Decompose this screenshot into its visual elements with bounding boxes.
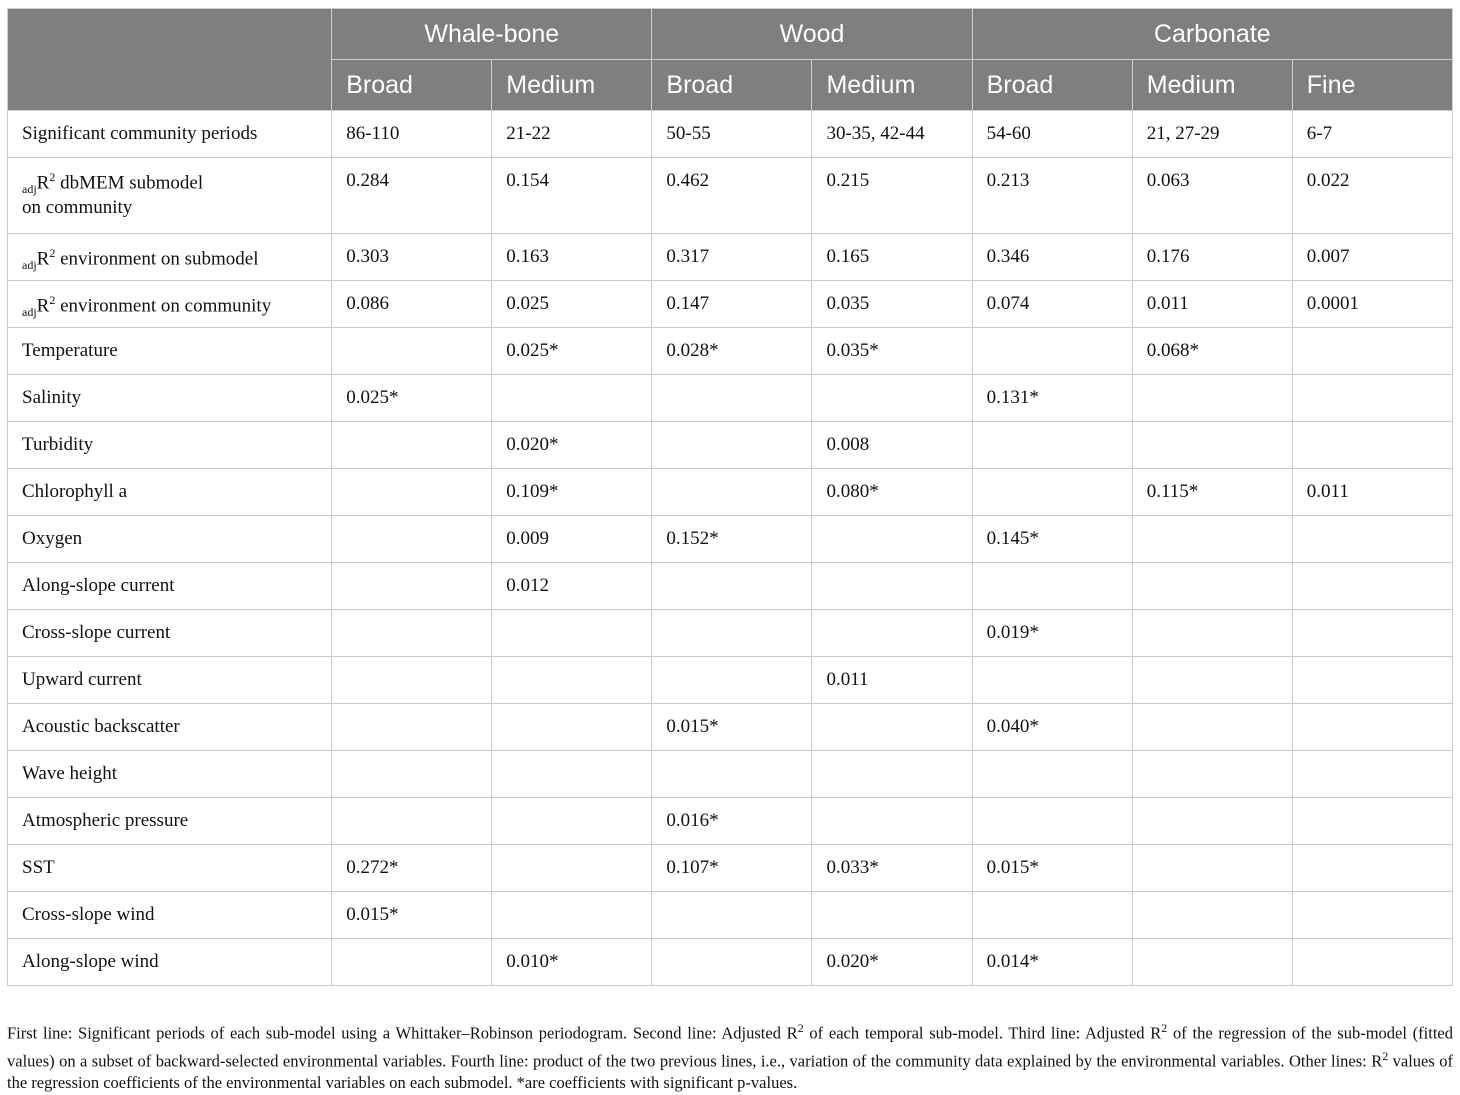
table-cell [492, 704, 652, 751]
table-cell: 0.020* [492, 422, 652, 469]
table-cell [812, 798, 972, 845]
footnote-text: First line: Significant periods of each sub-model using a Whittaker–Robinson periodogram. Second line: Adjusted R [7, 1023, 798, 1043]
table-cell: 0.014* [972, 939, 1132, 986]
table-cell: 0.0001 [1292, 281, 1452, 328]
table-cell [492, 798, 652, 845]
row-label-part: adj [22, 258, 37, 273]
row-label-part: environment on submodel [55, 248, 259, 270]
table-cell [1132, 892, 1292, 939]
table-cell: 0.107* [652, 845, 812, 892]
row-label-part: R [36, 248, 50, 270]
scale-header: Medium [812, 60, 972, 111]
scale-header: Broad [972, 60, 1132, 111]
table-cell [972, 751, 1132, 798]
table-cell [332, 563, 492, 610]
row-label [8, 469, 332, 516]
table-row [8, 657, 1453, 704]
table-cell [972, 563, 1132, 610]
table-row [8, 234, 1453, 281]
table-cell [332, 704, 492, 751]
row-label [8, 657, 332, 704]
table-row [8, 845, 1453, 892]
table-cell: 0.131* [972, 375, 1132, 422]
table-cell [492, 892, 652, 939]
table-cell: 0.007 [1292, 234, 1452, 281]
table-row [8, 111, 1453, 158]
table-cell [332, 328, 492, 375]
table-cell: 0.147 [652, 281, 812, 328]
row-label-part: dbMEM submodel [55, 172, 204, 194]
footnote-text: of the regression of the sub-model (fitted values) on a subset of backward-selected environmental variables. Fourth line: product of the two previous lines, i.e., variation of the community data explained by the environmental variables. Other lines: R [7, 1023, 1454, 1070]
row-label-part: 2 [49, 293, 56, 307]
table-cell [1292, 845, 1452, 892]
table-cell [1292, 798, 1452, 845]
row-label [8, 892, 332, 939]
table-cell [812, 704, 972, 751]
scale-header: Broad [652, 60, 812, 111]
table-cell: 0.462 [652, 158, 812, 234]
table-cell: 0.019* [972, 610, 1132, 657]
table-cell [1292, 328, 1452, 375]
table-cell: 0.020* [812, 939, 972, 986]
table-cell: 0.145* [972, 516, 1132, 563]
row-label-part: 2 [49, 170, 56, 184]
table-row [8, 375, 1453, 422]
row-label-text: Atmospheric pressure [22, 810, 189, 831]
table-row [8, 892, 1453, 939]
table-cell: 30-35, 42-44 [812, 111, 972, 158]
table-cell: 0.063 [1132, 158, 1292, 234]
table-cell [332, 516, 492, 563]
row-label-text: Cross-slope wind [22, 904, 155, 925]
group-header-wood: Wood [652, 9, 972, 60]
table-cell: 0.008 [812, 422, 972, 469]
row-label [8, 798, 332, 845]
table-cell: 0.040* [972, 704, 1132, 751]
table-cell [652, 751, 812, 798]
table-cell [1132, 939, 1292, 986]
scale-header: Broad [332, 60, 492, 111]
table-cell [332, 657, 492, 704]
table-cell [492, 610, 652, 657]
group-header-whale-bone: Whale-bone [332, 9, 652, 60]
table-cell: 0.025* [492, 328, 652, 375]
row-label-text: Along-slope wind [22, 951, 159, 972]
table-cell: 0.015* [972, 845, 1132, 892]
table-row [8, 751, 1453, 798]
table-row [8, 704, 1453, 751]
row-label-text: Turbidity [22, 434, 94, 455]
table-cell [1292, 610, 1452, 657]
table-cell [1292, 751, 1452, 798]
table-cell [492, 375, 652, 422]
row-label-text: Wave height [22, 763, 118, 784]
table-cell [972, 892, 1132, 939]
table-cell: 0.080* [812, 469, 972, 516]
row-label-text: Significant community periods [22, 123, 258, 144]
table-cell: 0.011 [812, 657, 972, 704]
row-label [8, 422, 332, 469]
table-cell: 0.015* [652, 704, 812, 751]
table-cell: 0.284 [332, 158, 492, 234]
row-label-part: 2 [49, 246, 56, 260]
row-label [8, 563, 332, 610]
table-cell [1292, 939, 1452, 986]
row-label [8, 845, 332, 892]
table-cell [812, 375, 972, 422]
table-cell: 0.213 [972, 158, 1132, 234]
table-cell [972, 657, 1132, 704]
footnote-text: values of the regression coefficients of the environmental variables on each submodel. *are coefficients with significant p-values. [7, 1051, 1453, 1092]
table-cell [332, 939, 492, 986]
row-label-text: Salinity [22, 387, 82, 408]
table-cell: 0.152* [652, 516, 812, 563]
table-row [8, 939, 1453, 986]
table-cell [1292, 892, 1452, 939]
group-header-carbonate: Carbonate [972, 9, 1452, 60]
table-cell: 21, 27-29 [1132, 111, 1292, 158]
table-cell [652, 610, 812, 657]
footnote-sup: 2 [1382, 1048, 1389, 1063]
table-cell [332, 610, 492, 657]
row-label-part: R [36, 172, 50, 194]
footnote-text: of each temporal sub-model. Third line: Adjusted R [803, 1023, 1162, 1043]
table-cell: 0.215 [812, 158, 972, 234]
table-cell: 0.011 [1132, 281, 1292, 328]
table-cell: 21-22 [492, 111, 652, 158]
table-cell: 0.346 [972, 234, 1132, 281]
table-cell: 0.028* [652, 328, 812, 375]
table-cell: 0.272* [332, 845, 492, 892]
table-cell: 0.176 [1132, 234, 1292, 281]
table-cell [812, 563, 972, 610]
table-cell: 0.074 [972, 281, 1132, 328]
table-cell: 0.154 [492, 158, 652, 234]
table-cell [332, 422, 492, 469]
table-cell: 0.033* [812, 845, 972, 892]
row-label [8, 375, 332, 422]
row-label-part: adj [22, 182, 37, 197]
footnote-sup: 2 [797, 1021, 804, 1035]
table-cell: 0.317 [652, 234, 812, 281]
table-row [8, 798, 1453, 845]
table-cell [332, 751, 492, 798]
table-cell [1132, 657, 1292, 704]
table-cell [332, 469, 492, 516]
row-label-part: environment on community [55, 295, 272, 317]
row-label-text: Oxygen [22, 528, 83, 549]
table-cell [812, 892, 972, 939]
table-cell [1132, 563, 1292, 610]
scale-header: Medium [1132, 60, 1292, 111]
table-cell [652, 563, 812, 610]
table-cell: 0.165 [812, 234, 972, 281]
table-body [8, 111, 1453, 986]
table-cell: 0.109* [492, 469, 652, 516]
table-cell [332, 798, 492, 845]
table-cell [1132, 516, 1292, 563]
table-cell [652, 422, 812, 469]
table-cell [652, 657, 812, 704]
row-label-text: Along-slope current [22, 575, 175, 596]
table-cell: 0.009 [492, 516, 652, 563]
table-cell [492, 751, 652, 798]
table-cell: 0.035 [812, 281, 972, 328]
table-cell [812, 516, 972, 563]
table-cell [1292, 563, 1452, 610]
table-cell [812, 610, 972, 657]
table-row [8, 610, 1453, 657]
table-cell [1292, 375, 1452, 422]
scale-header: Medium [492, 60, 652, 111]
table-cell [1292, 516, 1452, 563]
table-cell: 0.015* [332, 892, 492, 939]
table-cell [652, 375, 812, 422]
row-label [8, 751, 332, 798]
table-cell [1132, 704, 1292, 751]
row-label [8, 328, 332, 375]
table-row [8, 158, 1453, 234]
table-cell [1292, 422, 1452, 469]
table-wrapper [7, 8, 1453, 986]
table-cell: 0.303 [332, 234, 492, 281]
table-cell: 0.035* [812, 328, 972, 375]
table-row [8, 422, 1453, 469]
row-label [8, 158, 332, 234]
table-row [8, 516, 1453, 563]
row-label-text: Chlorophyll a [22, 481, 128, 502]
row-label [8, 281, 332, 328]
table-footnote [7, 1017, 1453, 1094]
row-label-text: Acoustic backscatter [22, 716, 180, 737]
table-row [8, 469, 1453, 516]
table-cell [972, 798, 1132, 845]
table-cell: 0.011 [1292, 469, 1452, 516]
table-cell [1292, 657, 1452, 704]
row-label [8, 610, 332, 657]
table-header [8, 9, 1453, 111]
row-label [8, 111, 332, 158]
row-label-text: Upward current [22, 669, 142, 690]
table-row [8, 328, 1453, 375]
row-label-text: Cross-slope current [22, 622, 171, 643]
table-cell [972, 469, 1132, 516]
table-cell [972, 422, 1132, 469]
table-cell: 0.068* [1132, 328, 1292, 375]
table-cell: 0.010* [492, 939, 652, 986]
table-cell [492, 657, 652, 704]
table-cell [652, 469, 812, 516]
table-cell: 0.086 [332, 281, 492, 328]
row-label-line2: on community [22, 197, 133, 219]
table-row [8, 281, 1453, 328]
table-cell [1132, 751, 1292, 798]
table-cell: 6-7 [1292, 111, 1452, 158]
row-label-part: adj [22, 305, 37, 320]
table-cell: 0.115* [1132, 469, 1292, 516]
footnote-sup: 2 [1161, 1021, 1168, 1035]
table-cell [652, 892, 812, 939]
table-cell: 0.016* [652, 798, 812, 845]
table-cell [1132, 610, 1292, 657]
table-row [8, 563, 1453, 610]
table-cell: 54-60 [972, 111, 1132, 158]
table-cell: 0.022 [1292, 158, 1452, 234]
table-cell: 86-110 [332, 111, 492, 158]
table-cell [1292, 704, 1452, 751]
table-cell: 0.012 [492, 563, 652, 610]
table-cell [972, 328, 1132, 375]
row-label-text: SST [22, 857, 55, 878]
table-cell: 0.025 [492, 281, 652, 328]
row-label-part: R [36, 295, 50, 317]
table-cell [652, 939, 812, 986]
table-cell: 0.025* [332, 375, 492, 422]
row-label [8, 704, 332, 751]
table-cell [492, 845, 652, 892]
table-cell [1132, 375, 1292, 422]
results-table [7, 8, 1453, 986]
table-cell: 50-55 [652, 111, 812, 158]
row-label [8, 516, 332, 563]
table-cell [1132, 422, 1292, 469]
table-cell [812, 751, 972, 798]
row-label [8, 234, 332, 281]
row-label-text: Temperature [22, 340, 118, 361]
scale-header: Fine [1292, 60, 1452, 111]
header-corner [8, 9, 332, 111]
table-cell: 0.163 [492, 234, 652, 281]
table-cell [1132, 798, 1292, 845]
table-cell [1132, 845, 1292, 892]
row-label [8, 939, 332, 986]
